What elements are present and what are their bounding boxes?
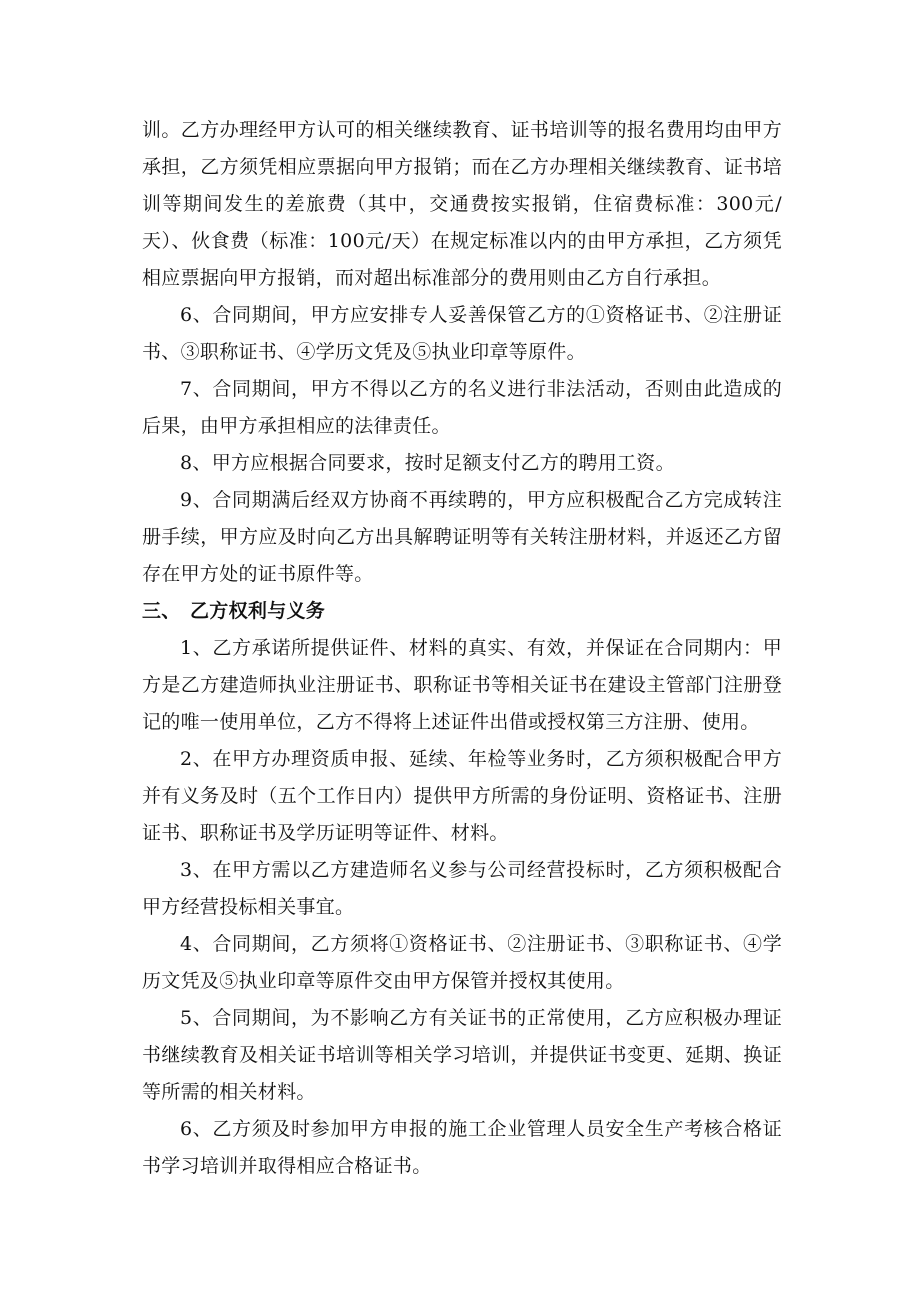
paragraph-clause-8: 8、甲方应根据合同要求，按时足额支付乙方的聘用工资。: [180, 452, 675, 474]
paragraph-continuation: 训。乙方办理经甲方认可的相关继续教育、证书培训等的报名费用均由甲方承担，乙方须凭相应票据向甲方报销；而在乙方办理相关继续教育、证书培训等期间发生的差旅费（其中，交通费按实报销，住宿费标准：300元/天）、伙食费（标准：100元/天）在规定标准以内的由甲方承担，乙方须凭相应票据向甲方报销，而对超出标准部分的费用则由乙方自行承担。: [142, 119, 782, 289]
paragraph-section3-clause-4: 4、合同期间，乙方须将①资格证书、②注册证书、③职称证书、④学历文凭及⑤执业印章等原件交由甲方保管并授权其使用。: [142, 933, 782, 992]
document-body: [142, 112, 782, 1185]
paragraph-clause-9: 9、合同期满后经双方协商不再续聘的，甲方应积极配合乙方完成转注册手续，甲方应及时向乙方出具解聘证明等有关转注册材料，并返还乙方留存在甲方处的证书原件等。: [142, 489, 782, 585]
section-heading: [142, 593, 782, 630]
section-title: 乙方权利与义务: [190, 600, 326, 622]
paragraph-clause-6: 6、合同期间，甲方应安排专人妥善保管乙方的①资格证书、②注册证书、③职称证书、④学历文凭及⑤执业印章等原件。: [142, 304, 782, 363]
paragraph-section3-clause-5: 5、合同期间，为不影响乙方有关证书的正常使用，乙方应积极办理证书继续教育及相关证书培训等相关学习培训，并提供证书变更、延期、换证等所需的相关材料。: [142, 1007, 782, 1103]
paragraph-section3-clause-6: 6、乙方须及时参加甲方申报的施工企业管理人员安全生产考核合格证书学习培训并取得相应合格证书。: [142, 1118, 782, 1177]
paragraph-section3-clause-3: 3、在甲方需以乙方建造师名义参与公司经营投标时，乙方须积极配合甲方经营投标相关事宜。: [142, 859, 782, 918]
paragraph-section3-clause-2: 2、在甲方办理资质申报、延续、年检等业务时，乙方须积极配合甲方并有义务及时（五个工作日内）提供甲方所需的身份证明、资格证书、注册证书、职称证书及学历证明等证件、材料。: [142, 748, 782, 844]
section-number: 三、: [142, 600, 181, 622]
paragraph-section3-clause-1: 1、乙方承诺所提供证件、材料的真实、有效，并保证在合同期内：甲方是乙方建造师执业注册证书、职称证书等相关证书在建设主管部门注册登记的唯一使用单位，乙方不得将上述证件出借或授权第三方注册、使用。: [142, 637, 782, 733]
paragraph-clause-7: 7、合同期间，甲方不得以乙方的名义进行非法活动，否则由此造成的后果，由甲方承担相应的法律责任。: [142, 378, 782, 437]
